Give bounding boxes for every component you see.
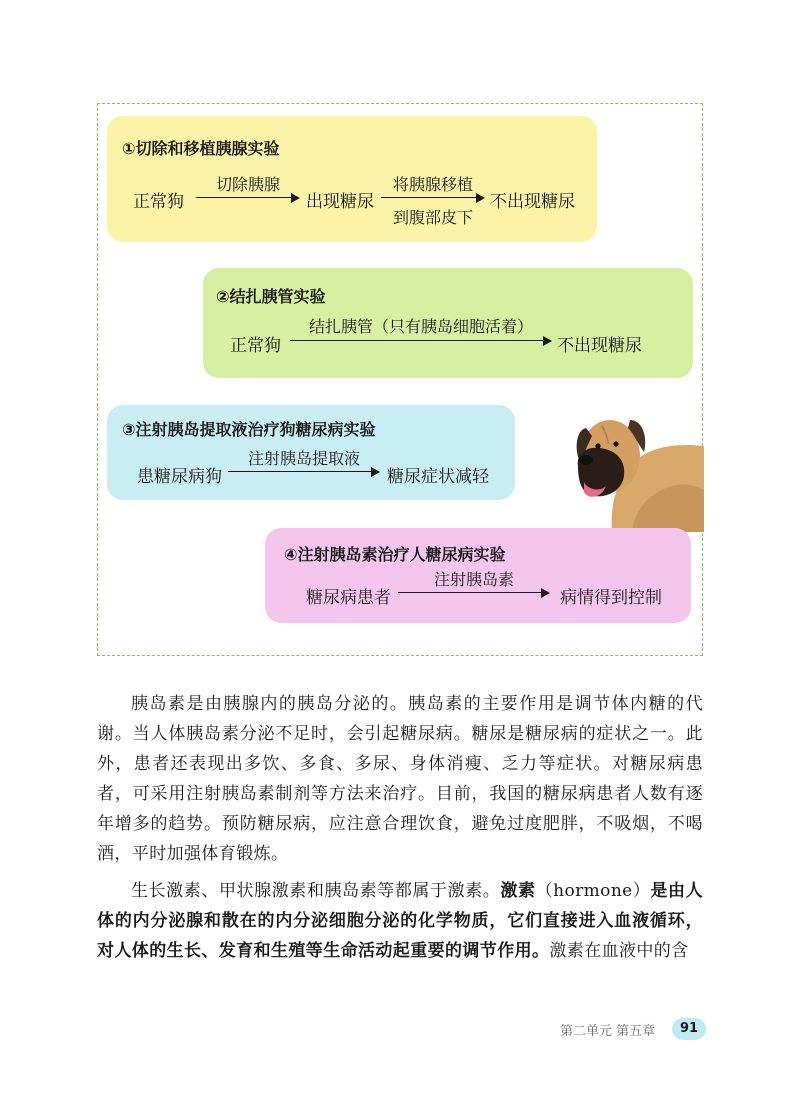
experiment-1-arrow-1: [196, 193, 300, 203]
experiment-3-end: 糖尿症状减轻: [387, 467, 489, 487]
paragraph-hormone-lead: 生长激素、甲状腺激素和胰岛素等都属于激素。: [131, 881, 501, 901]
experiment-1-step2-label-bottom: 到腹部皮下: [392, 208, 473, 227]
experiment-4-start: 糖尿病患者: [306, 588, 391, 608]
experiment-2-arrow: [290, 336, 552, 346]
experiment-3-arrow: [228, 467, 380, 477]
experiment-1-end: 不出现糖尿: [490, 192, 575, 212]
experiment-2-title: ②结扎胰管实验: [216, 287, 326, 306]
experiment-4-step-label: 注射胰岛素: [433, 570, 514, 589]
hormone-definition: 是由人体的内分泌腺和散在的内分泌细胞分泌的化学物质，它们直接进入血液循环，对人体的生长、发育和生殖等生命活动起重要的调节作用。: [97, 881, 703, 961]
experiment-1-arrow-2: [381, 193, 485, 203]
experiment-1-title: ①切除和移植胰腺实验: [122, 139, 280, 158]
experiment-1-start: 正常狗: [133, 192, 184, 212]
experiment-4-arrow: [398, 588, 550, 598]
hormone-term: 激素: [500, 881, 536, 901]
paragraph-hormone-tail: 激素在血液中的含: [549, 941, 689, 961]
chapter-label: 第二单元 第五章: [560, 1024, 656, 1039]
experiment-4-end: 病情得到控制: [560, 588, 662, 608]
paragraph-insulin: 胰岛素是由胰腺内的胰岛分泌的。胰岛素的主要作用是调节体内糖的代谢。当人体胰岛素分泌不足时，会引起糖尿病。糖尿是糖尿病的症状之一。此外，患者还表现出多饮、多食、多尿、身体消瘦、乏力等症状。对糖尿病患者，可采用注射胰岛素制剂等方法来治疗。目前，我国的糖尿病患者人数有逐年增多的趋势。预防糖尿病，应注意合理饮食，避免过度肥胖，不吸烟，不喝酒，平时加强体育锻炼。: [97, 694, 703, 864]
experiment-3-title: ③注射胰岛提取液治疗狗糖尿病实验: [122, 420, 376, 439]
paragraph-hormone: [97, 876, 703, 966]
experiment-3-step-label: 注射胰岛提取液: [247, 449, 360, 468]
experiment-2-start: 正常狗: [230, 336, 281, 356]
experiment-3-start: 患糖尿病狗: [137, 467, 222, 487]
experiment-1-step1-label: 切除胰腺: [215, 175, 280, 194]
dog-image: [572, 406, 704, 532]
experiment-1-middle: 出现糖尿: [306, 192, 374, 212]
experiment-2-end: 不出现糖尿: [557, 336, 642, 356]
experiment-4-title: ④注射胰岛素治疗人糖尿病实验: [284, 545, 506, 564]
experiment-1-box: [107, 116, 597, 242]
hormone-term-english: （hormone）: [535, 881, 651, 901]
experiment-1-step2-label-top: 将胰腺移植: [392, 175, 473, 194]
experiment-2-step-label: 结扎胰管（只有胰岛细胞活着）: [308, 317, 533, 336]
page-number: 91: [672, 1018, 706, 1040]
